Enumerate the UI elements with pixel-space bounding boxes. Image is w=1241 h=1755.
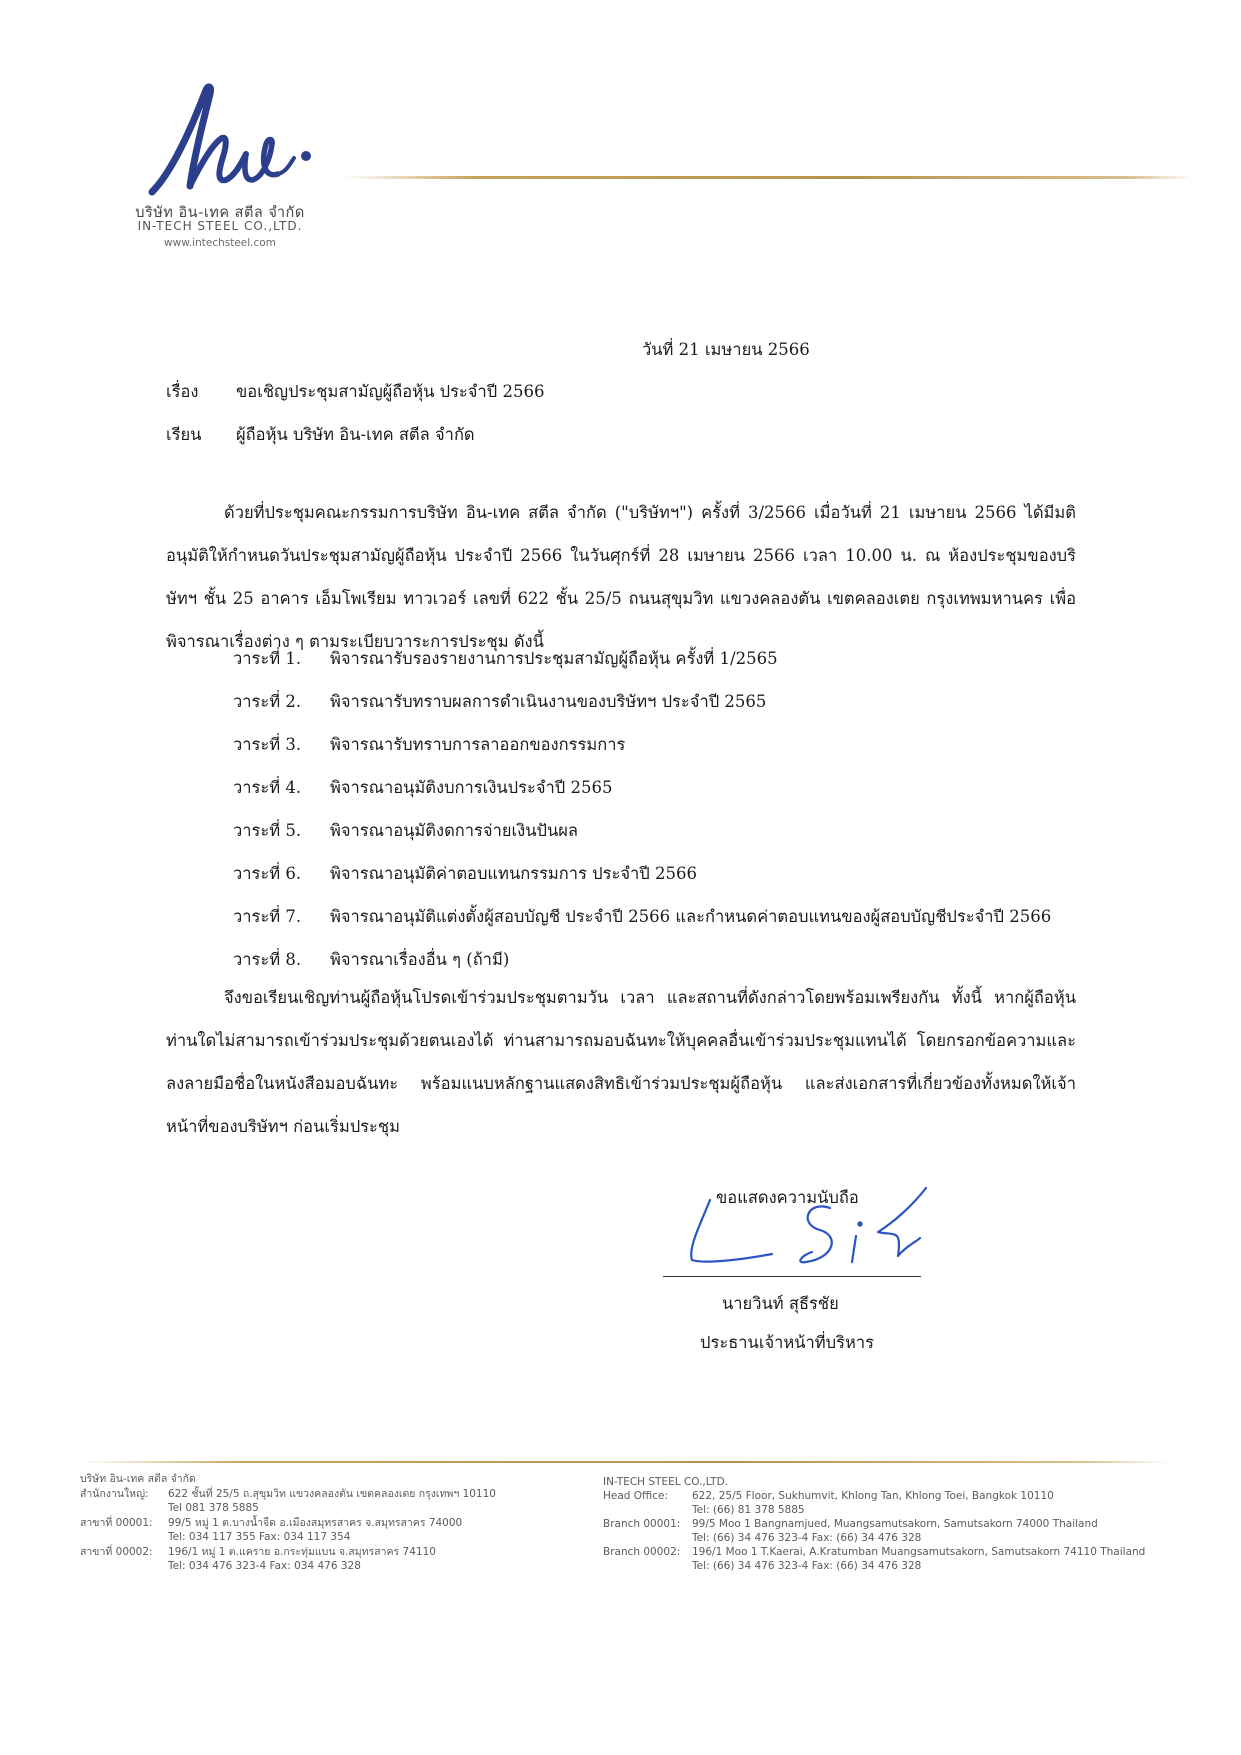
footer-address: 622, 25/5 Floor, Sukhumvit, Khlong Tan, Khlong Toei, Bangkok 10110 <box>692 1490 1054 1502</box>
footer-divider <box>80 1461 1170 1463</box>
agenda-item: พิจารณาเรื่องอื่น ๆ (ถ้ามี) <box>330 950 510 969</box>
footer-address: 196/1 หมู่ 1 ต.แคราย อ.กระทุ่มแบน จ.สมุทรสาคร 74110 <box>168 1546 436 1558</box>
footer-phone: Tel: (66) 81 378 5885 <box>692 1504 805 1516</box>
footer-address: 622 ชั้นที่ 25/5 ถ.สุขุมวิท แขวงคลองตัน เขตคลองเตย กรุงเทพฯ 10110 <box>168 1488 496 1500</box>
signatory-title: ประธานเจ้าหน้าที่บริหาร <box>700 1333 875 1352</box>
footer-label: สาขาที่ 00002: <box>80 1546 153 1558</box>
header-divider <box>345 176 1195 179</box>
addressee-text: ผู้ถือหุ้น บริษัท อิน-เทค สตีล จำกัด <box>236 425 475 444</box>
footer-phone: Tel: (66) 34 476 323-4 Fax: (66) 34 476 328 <box>692 1560 922 1572</box>
footer-label: Branch 00002: <box>603 1546 681 1558</box>
agenda-number: วาระที่ 6. <box>233 864 302 883</box>
footer-company-th: บริษัท อิน-เทค สตีล จำกัด <box>80 1473 196 1485</box>
closing-paragraph: จึงขอเรียนเชิญท่านผู้ถือหุ้นโปรดเข้าร่วมประชุมตามวัน เวลา และสถานที่ดังกล่าวโดยพร้อมเพรียงกัน ทั้งนี้ หากผู้ถือหุ้นท่านใดไม่สามารถเข้าร่วมประชุมด้วยตนเองได้ ท่านสามารถมอบฉันทะให้บุคคลอื่นเข้าร่วมประชุมแทนได้ โดยกรอกข้อความและลงลายมือชื่อในหนังสือมอบฉันทะ พร้อมแนบหลักฐานแสดงสิทธิเข้าร่วมประชุมผู้ถือหุ้น และส่งเอกสารที่เกี่ยวข้องทั้งหมดให้เจ้าหน้าที่ของบริษัทฯ ก่อนเริ่มประชุม <box>166 988 1076 1136</box>
agenda-number: วาระที่ 1. <box>233 649 302 668</box>
company-name-english: IN-TECH STEEL CO.,LTD. <box>137 219 303 233</box>
footer-address: 99/5 Moo 1 Bangnamjued, Muangsamutsakorn, Samutsakorn 74000 Thailand <box>692 1518 1098 1530</box>
agenda-item: พิจารณารับทราบการลาออกของกรรมการ <box>330 735 626 754</box>
footer-address: 196/1 Moo 1 T.Kaerai, A.Kratumban Muangsamutsakorn, Samutsakorn 74110 Thailand <box>692 1546 1146 1558</box>
footer-label: สำนักงานใหญ่: <box>80 1488 149 1500</box>
footer-phone: Tel: 034 117 355 Fax: 034 117 354 <box>168 1531 351 1543</box>
subject-text: ขอเชิญประชุมสามัญผู้ถือหุ้น ประจำปี 2566 <box>236 382 545 401</box>
agenda-item: พิจารณาอนุมัติแต่งตั้งผู้สอบบัญชี ประจำปี 2566 และกำหนดค่าตอบแทนของผู้สอบบัญชีประจำปี 2566 <box>330 907 1052 926</box>
agenda-number: วาระที่ 5. <box>233 821 302 840</box>
agenda-item: พิจารณารับทราบผลการดำเนินงานของบริษัทฯ ประจำปี 2565 <box>330 692 767 711</box>
agenda-number: วาระที่ 7. <box>233 907 302 926</box>
company-name-thai: บริษัท อิน-เทค สตีล จำกัด <box>135 205 305 221</box>
handwritten-signature <box>680 1180 950 1280</box>
footer-phone: Tel: 034 476 323-4 Fax: 034 476 328 <box>168 1560 361 1572</box>
signatory-name: นายวินท์ สุธีรชัย <box>722 1294 839 1313</box>
footer-label: Head Office: <box>603 1490 668 1502</box>
footer-phone: Tel 081 378 5885 <box>168 1502 259 1514</box>
intro-paragraph: ด้วยที่ประชุมคณะกรรมการบริษัท อิน-เทค สตีล จำกัด ("บริษัทฯ") ครั้งที่ 3/2566 เมื่อวันที่ 21 เมษายน 2566 ได้มีมติอนุมัติให้กำหนดวันประชุมสามัญผู้ถือหุ้น ประจำปี 2566 ในวันศุกร์ที่ 28 เมษายน 2566 เวลา 10.00 น. ณ ห้องประชุมของบริษัทฯ ชั้น 25 อาคาร เอ็มโพเรียม ทาวเวอร์ เลขที่ 622 ชั้น 25/5 ถนนสุขุมวิท แขวงคลองตัน เขตคลองเตย กรุงเทพมหานคร เพื่อพิจารณาเรื่องต่าง ๆ ตามระเบียบวาระการประชุม ดังนี้ <box>166 503 1076 651</box>
footer-phone: Tel: (66) 34 476 323-4 Fax: (66) 34 476 328 <box>692 1532 922 1544</box>
agenda-item: พิจารณาอนุมัติงบการเงินประจำปี 2565 <box>330 778 613 797</box>
agenda-number: วาระที่ 2. <box>233 692 302 711</box>
footer-address: 99/5 หมู่ 1 ต.บางน้ำจืด อ.เมืองสมุทรสาคร จ.สมุทรสาคร 74000 <box>168 1517 463 1529</box>
agenda-number: วาระที่ 3. <box>233 735 302 754</box>
footer-company-en: IN-TECH STEEL CO.,LTD. <box>603 1476 729 1488</box>
agenda-number: วาระที่ 4. <box>233 778 302 797</box>
closing-salutation: ขอแสดงความนับถือ <box>716 1188 859 1207</box>
company-website: www.intechsteel.com <box>164 237 276 249</box>
company-logo <box>148 82 318 200</box>
letter-date: วันที่ 21 เมษายน 2566 <box>642 340 810 359</box>
agenda-item: พิจารณาอนุมัติงดการจ่ายเงินปันผล <box>330 821 579 840</box>
agenda-item: พิจารณารับรองรายงานการประชุมสามัญผู้ถือหุ้น ครั้งที่ 1/2565 <box>330 649 778 668</box>
addressee-label: เรียน <box>166 425 202 444</box>
agenda-number: วาระที่ 8. <box>233 950 302 969</box>
footer-label: Branch 00001: <box>603 1518 681 1530</box>
footer-label: สาขาที่ 00001: <box>80 1517 153 1529</box>
agenda-item: พิจารณาอนุมัติค่าตอบแทนกรรมการ ประจำปี 2566 <box>330 864 698 883</box>
subject-label: เรื่อง <box>166 382 199 401</box>
signature-line <box>663 1276 921 1277</box>
